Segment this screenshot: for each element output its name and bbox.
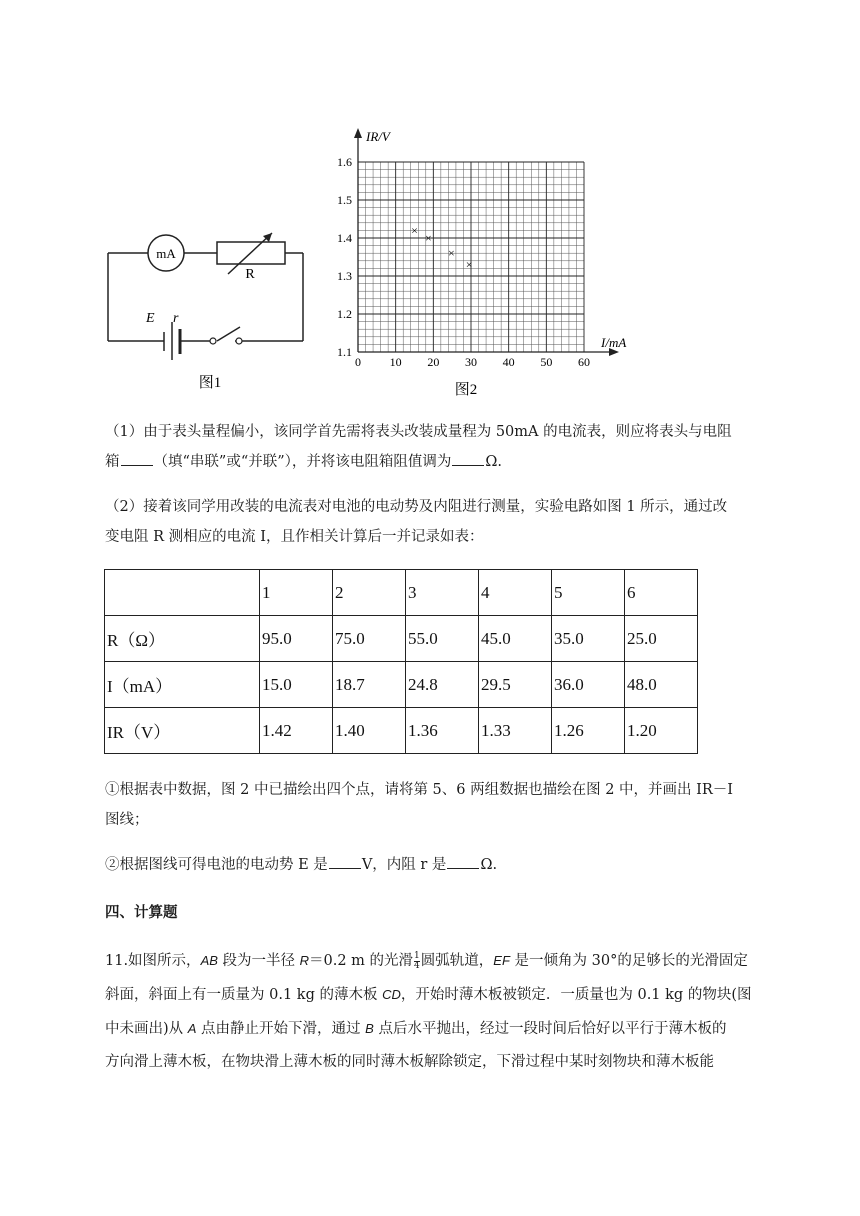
- table-cell: 75.0: [333, 616, 406, 662]
- table-cell: 35.0: [552, 616, 625, 662]
- y-tick-label: 1.3: [337, 269, 352, 283]
- table-header-row: [105, 570, 698, 616]
- table-cell: 1.26: [552, 708, 625, 754]
- data-point-marker: ×: [425, 231, 432, 245]
- table-cell: 1.20: [625, 708, 698, 754]
- table-cell: 48.0: [625, 662, 698, 708]
- quarter-fraction: $\frac{1}{4}$: [414, 950, 420, 971]
- answer-blank-resistance[interactable]: [452, 451, 484, 466]
- table-cell: [105, 570, 260, 616]
- question-11-line-4: 方向滑上薄木板，在物块滑上薄木板的同时薄木板解除锁定，下滑过程中某时刻物块和薄木板能: [105, 1054, 714, 1070]
- x-tick-label: 10: [389, 355, 402, 369]
- x-tick-label: 20: [427, 355, 440, 369]
- answer-blank-connection[interactable]: [121, 451, 153, 466]
- table-cell: 95.0: [260, 616, 333, 662]
- question-11: [105, 944, 765, 1079]
- x-tick-label: 60: [578, 355, 590, 369]
- question-11-line-1: 11.如图所示，AB 段为一半径 R＝0.2 m 的光滑 $\frac{1}{4}$ 圆弧轨道，EF 是一倾角为 30°的足够长的光滑固定: [105, 950, 748, 971]
- answer-blank-internal-resistance[interactable]: [447, 854, 479, 869]
- table-cell: 36.0: [552, 662, 625, 708]
- data-point-marker: ×: [465, 257, 473, 272]
- figure2-caption: 图2: [454, 382, 478, 398]
- x-tick-label: 50: [540, 355, 553, 369]
- y-tick-label: 1.5: [337, 193, 352, 207]
- x-tick-label: 0: [355, 355, 361, 369]
- table-cell: 1.36: [406, 708, 479, 754]
- figure1-caption: 图1: [198, 375, 222, 391]
- table-cell: 1.40: [333, 708, 406, 754]
- x-tick-label: 30: [465, 355, 477, 369]
- table-row: [105, 708, 698, 754]
- table-row: [105, 662, 698, 708]
- table-cell: I（mA）: [105, 662, 260, 708]
- x-axis-label: I/mA: [601, 335, 627, 350]
- table-cell: 45.0: [479, 616, 552, 662]
- table-cell: 1: [260, 570, 333, 616]
- data-point-marker: ×: [411, 223, 418, 238]
- table-cell: 1.33: [479, 708, 552, 754]
- sub-question-1-line-a: ①根据表中数据，图 2 中已描绘出四个点，请将第 5、6 两组数据也描绘在图 2 中，并画出 IR－I: [105, 782, 734, 798]
- section-heading: 四、计算题: [105, 904, 178, 921]
- sub-question-1-line-b: 图线；: [105, 812, 149, 828]
- y-tick-label: 1.2: [337, 307, 352, 321]
- y-tick-label: 1.1: [337, 345, 352, 359]
- answer-blank-emf[interactable]: [329, 854, 361, 869]
- resistor-label: R: [245, 267, 255, 282]
- question-1-line-b: 箱 （填“串联”或“并联”），并将该电阻箱阻值调为 Ω.: [105, 447, 765, 477]
- circuit-diagram: [100, 220, 315, 400]
- question-2-line-a: （2）接着该同学用改装的电流表对电池的电动势及内阻进行测量，实验电路如图 1 所示，通过改: [105, 499, 728, 515]
- data-table: [104, 569, 698, 754]
- data-point-marker: ×: [448, 246, 455, 261]
- question-1: [105, 417, 765, 477]
- table-cell: 29.5: [479, 662, 552, 708]
- sub-question-2: ②根据图线可得电池的电动势 E 是 V，内阻 r 是 Ω.: [105, 850, 765, 880]
- y-tick-label: 1.6: [337, 155, 352, 169]
- internal-resistance-label: r: [173, 311, 179, 326]
- table-cell: 4: [479, 570, 552, 616]
- y-tick-label: 1.4: [337, 231, 352, 245]
- table-cell: 1.42: [260, 708, 333, 754]
- table-cell: R（Ω）: [105, 616, 260, 662]
- table-cell: 24.8: [406, 662, 479, 708]
- table-cell: 55.0: [406, 616, 479, 662]
- x-tick-label: 40: [502, 355, 515, 369]
- emf-label: E: [146, 311, 155, 326]
- question-2: [105, 492, 765, 552]
- table-row: [105, 616, 698, 662]
- table-cell: 6: [625, 570, 698, 616]
- table-cell: IR（V）: [105, 708, 260, 754]
- question-2-line-b: 变电阻 R 测相应的电流 I，且作相关计算后一并记录如表：: [105, 529, 484, 545]
- y-axis-label: IR/V: [366, 129, 390, 144]
- table-cell: 18.7: [333, 662, 406, 708]
- question-11-line-2: 斜面，斜面上有一质量为 0.1 kg 的薄木板 CD，开始时薄木板被锁定．一质量也为 0.1 kg 的物块(图: [105, 987, 752, 1003]
- y-axis-arrow: [354, 128, 362, 138]
- table-cell: 15.0: [260, 662, 333, 708]
- table-cell: 5: [552, 570, 625, 616]
- ir-i-graph: [322, 124, 642, 404]
- table-cell: 2: [333, 570, 406, 616]
- sub-question-1: [105, 775, 765, 835]
- question-11-line-3: 中未画出)从 A 点由静止开始下滑，通过 B 点后水平抛出，经过一段时间后恰好以平行于薄木板的: [105, 1021, 727, 1037]
- question-1-line-a: （1）由于表头量程偏小，该同学首先需将表头改装成量程为 50mA 的电流表，则应将表头与电阻: [105, 424, 732, 440]
- table-cell: 25.0: [625, 616, 698, 662]
- meter-label: mA: [156, 246, 176, 261]
- table-cell: 3: [406, 570, 479, 616]
